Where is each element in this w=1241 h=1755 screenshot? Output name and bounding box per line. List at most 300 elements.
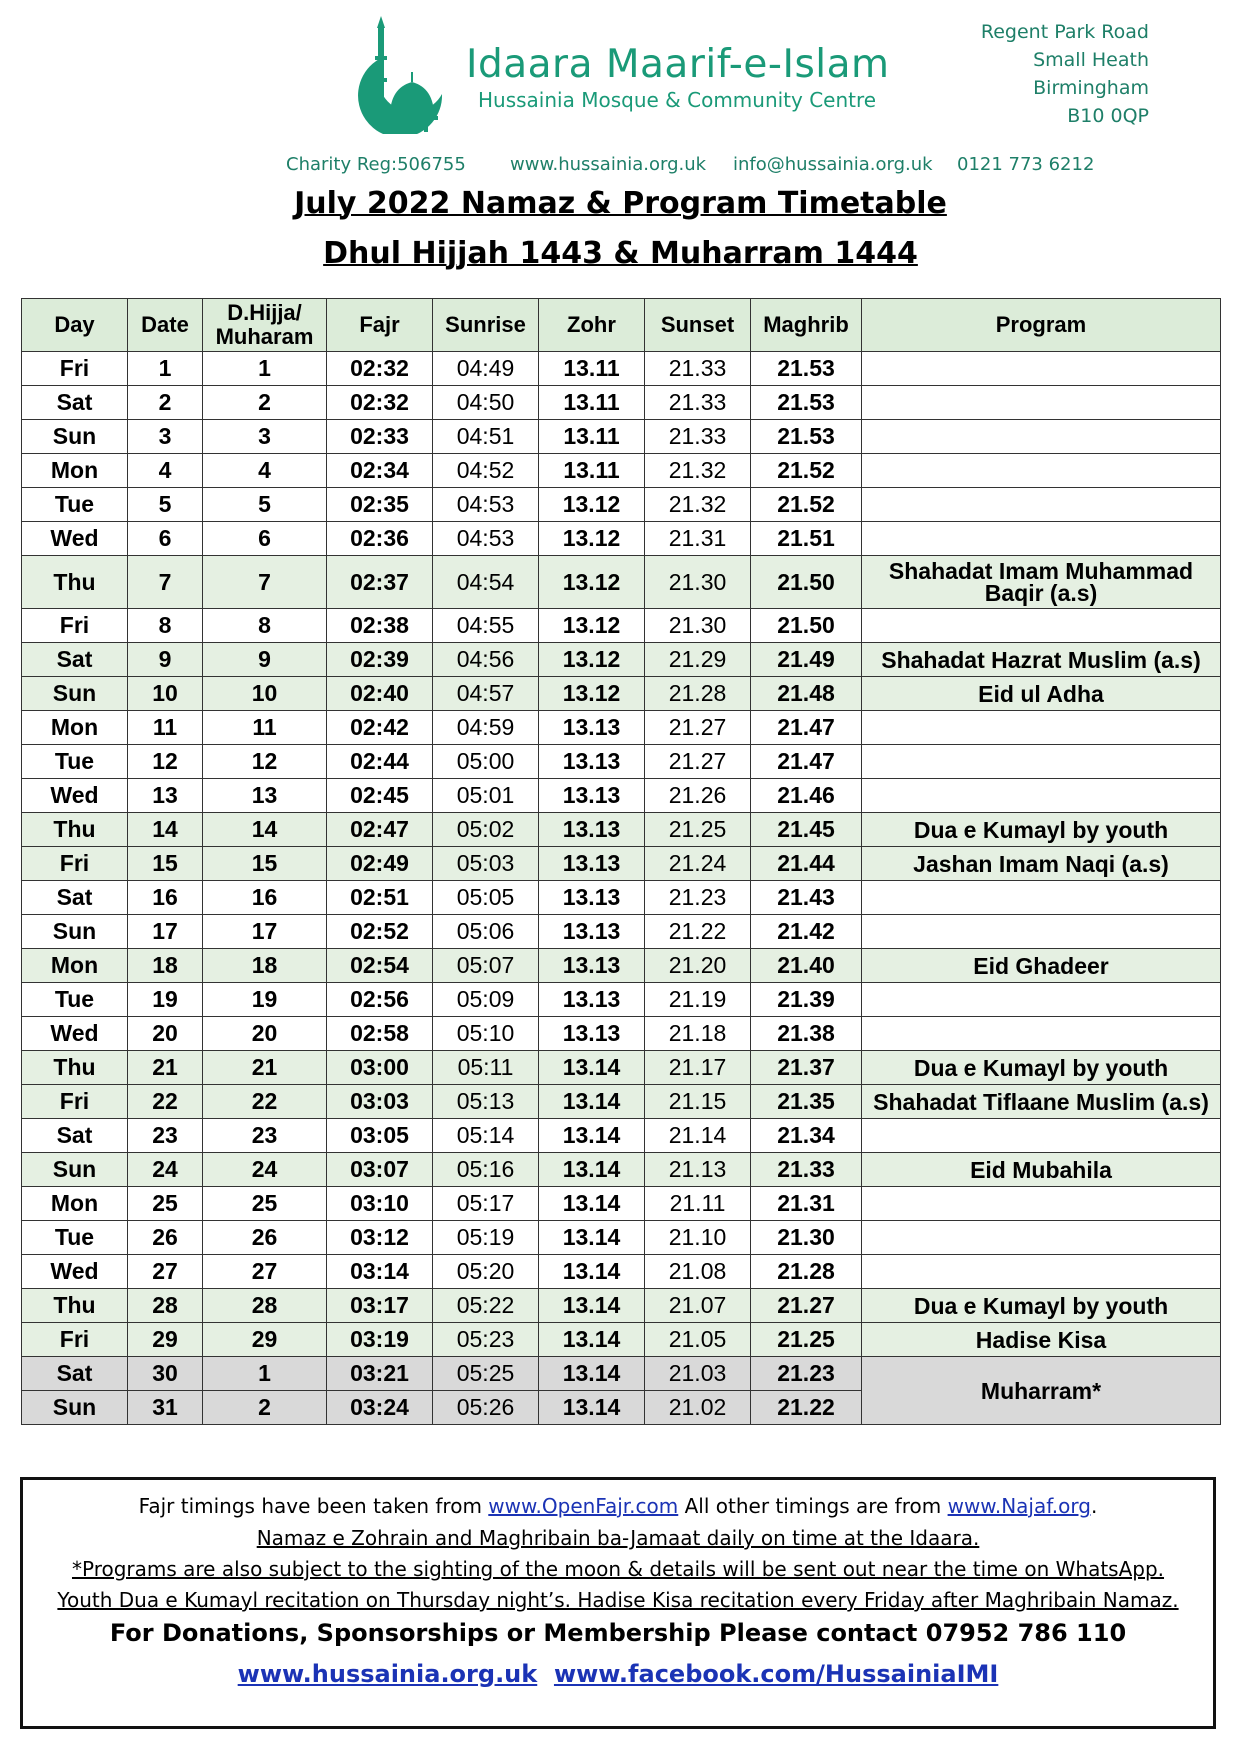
cell-sunset: 21.26 — [645, 779, 751, 813]
page-subtitle: Dhul Hijjah 1443 & Muharram 1444 — [323, 236, 918, 271]
table-row — [22, 711, 1221, 745]
cell-maghrib: 21.45 — [751, 813, 862, 847]
cell-fajr: 02:54 — [327, 949, 433, 983]
cell-sunrise: 05:09 — [433, 983, 539, 1017]
address-block — [981, 18, 1149, 130]
cell-program: Eid Ghadeer — [862, 949, 1221, 983]
cell-maghrib: 21.47 — [751, 745, 862, 779]
address-line: Regent Park Road — [980, 21, 1149, 43]
cell-maghrib: 21.35 — [751, 1085, 862, 1119]
cell-maghrib: 21.44 — [751, 847, 862, 881]
cell-day: Thu — [22, 556, 128, 609]
cell-hijri: 4 — [203, 454, 327, 488]
cell-program — [862, 881, 1221, 915]
cell-hijri: 25 — [203, 1187, 327, 1221]
cell-zohr: 13.14 — [539, 1255, 645, 1289]
cell-day: Tue — [22, 983, 128, 1017]
cell-hijri: 18 — [203, 949, 327, 983]
cell-fajr: 02:40 — [327, 677, 433, 711]
cell-sunset: 21.05 — [645, 1323, 751, 1357]
cell-hijri: 26 — [203, 1221, 327, 1255]
cell-date: 14 — [128, 813, 203, 847]
cell-sunset: 21.28 — [645, 677, 751, 711]
cell-sunset: 21.32 — [645, 488, 751, 522]
cell-maghrib: 21.34 — [751, 1119, 862, 1153]
cell-sunrise: 05:13 — [433, 1085, 539, 1119]
cell-program — [862, 1221, 1221, 1255]
cell-fajr: 03:05 — [327, 1119, 433, 1153]
cell-hijri: 29 — [203, 1323, 327, 1357]
cell-sunrise: 04:53 — [433, 488, 539, 522]
cell-date: 18 — [128, 949, 203, 983]
cell-hijri: 8 — [203, 609, 327, 643]
cell-zohr: 13.14 — [539, 1357, 645, 1391]
table-header-row — [22, 299, 1221, 352]
cell-sunrise: 04:54 — [433, 556, 539, 609]
cell-sunrise: 05:06 — [433, 915, 539, 949]
cell-maghrib: 21.50 — [751, 556, 862, 609]
cell-sunrise: 04:49 — [433, 352, 539, 386]
cell-program — [862, 915, 1221, 949]
cell-fajr: 02:32 — [327, 386, 433, 420]
cell-sunrise: 05:25 — [433, 1357, 539, 1391]
table-row — [22, 352, 1221, 386]
cell-hijri: 10 — [203, 677, 327, 711]
cell-hijri: 2 — [203, 386, 327, 420]
cell-zohr: 13.13 — [539, 983, 645, 1017]
cell-day: Thu — [22, 1289, 128, 1323]
cell-program — [862, 1187, 1221, 1221]
cell-hijri: 3 — [203, 420, 327, 454]
cell-sunset: 21.07 — [645, 1289, 751, 1323]
cell-program: Jashan Imam Naqi (a.s) — [862, 847, 1221, 881]
cell-day: Wed — [22, 522, 128, 556]
footer-text: Fajr timings have been taken from — [138, 1494, 489, 1518]
cell-sunset: 21.11 — [645, 1187, 751, 1221]
footer-moon-note: *Programs are also subject to the sighting of the moon & details will be sent out near the time on WhatsApp. — [71, 1557, 1165, 1581]
cell-sunset: 21.02 — [645, 1391, 751, 1425]
cell-program — [862, 352, 1221, 386]
cell-program — [862, 711, 1221, 745]
cell-program — [862, 609, 1221, 643]
cell-maghrib: 21.53 — [751, 386, 862, 420]
cell-fajr: 02:36 — [327, 522, 433, 556]
cell-day: Sat — [22, 386, 128, 420]
table-row — [22, 386, 1221, 420]
cell-program: Hadise Kisa — [862, 1323, 1221, 1357]
cell-fajr: 02:45 — [327, 779, 433, 813]
cell-zohr: 13.13 — [539, 949, 645, 983]
cell-hijri: 2 — [203, 1391, 327, 1425]
cell-hijri: 20 — [203, 1017, 327, 1051]
cell-zohr: 13.12 — [539, 677, 645, 711]
cell-sunset: 21.32 — [645, 454, 751, 488]
cell-sunrise: 05:10 — [433, 1017, 539, 1051]
cell-hijri: 9 — [203, 643, 327, 677]
cell-zohr: 13.13 — [539, 745, 645, 779]
cell-sunrise: 04:52 — [433, 454, 539, 488]
cell-date: 31 — [128, 1391, 203, 1425]
cell-date: 28 — [128, 1289, 203, 1323]
cell-zohr: 13.13 — [539, 881, 645, 915]
cell-sunrise: 05:26 — [433, 1391, 539, 1425]
cell-hijri: 14 — [203, 813, 327, 847]
cell-program: Shahadat Hazrat Muslim (a.s) — [862, 643, 1221, 677]
cell-day: Sun — [22, 915, 128, 949]
cell-date: 21 — [128, 1051, 203, 1085]
email-text[interactable]: info@hussainia.org.uk — [733, 154, 933, 175]
table-row — [22, 745, 1221, 779]
header-program: Program — [862, 299, 1221, 352]
cell-date: 11 — [128, 711, 203, 745]
cell-fajr: 02:34 — [327, 454, 433, 488]
cell-day: Sun — [22, 677, 128, 711]
footer-notes — [20, 1477, 1216, 1729]
cell-date: 30 — [128, 1357, 203, 1391]
cell-sunset: 21.33 — [645, 420, 751, 454]
cell-date: 29 — [128, 1323, 203, 1357]
cell-date: 16 — [128, 881, 203, 915]
timetable — [21, 298, 1221, 1425]
cell-day: Sat — [22, 1357, 128, 1391]
table-row — [22, 556, 1221, 609]
cell-day: Thu — [22, 1051, 128, 1085]
cell-date: 19 — [128, 983, 203, 1017]
cell-hijri: 16 — [203, 881, 327, 915]
table-row — [22, 488, 1221, 522]
cell-maghrib: 21.46 — [751, 779, 862, 813]
cell-fajr: 03:03 — [327, 1085, 433, 1119]
cell-fajr: 02:44 — [327, 745, 433, 779]
cell-zohr: 13.12 — [539, 643, 645, 677]
cell-day: Mon — [22, 1187, 128, 1221]
cell-sunset: 21.30 — [645, 609, 751, 643]
cell-day: Tue — [22, 488, 128, 522]
cell-date: 12 — [128, 745, 203, 779]
header-sunset: Sunset — [645, 299, 751, 352]
cell-program: Dua e Kumayl by youth — [862, 1289, 1221, 1323]
cell-maghrib: 21.37 — [751, 1051, 862, 1085]
cell-date: 23 — [128, 1119, 203, 1153]
cell-maghrib: 21.28 — [751, 1255, 862, 1289]
charity-registration: Charity Reg:506755 — [286, 154, 466, 175]
cell-zohr: 13.13 — [539, 915, 645, 949]
cell-zohr: 13.14 — [539, 1289, 645, 1323]
cell-sunrise: 05:07 — [433, 949, 539, 983]
cell-sunset: 21.33 — [645, 352, 751, 386]
cell-maghrib: 21.43 — [751, 881, 862, 915]
cell-zohr: 13.14 — [539, 1221, 645, 1255]
header-hijri-line1: D.Hijja/ — [227, 300, 302, 325]
table-row — [22, 1323, 1221, 1357]
cell-sunset: 21.27 — [645, 711, 751, 745]
cell-sunrise: 05:14 — [433, 1119, 539, 1153]
cell-zohr: 13.12 — [539, 556, 645, 609]
cell-sunrise: 05:01 — [433, 779, 539, 813]
cell-day: Wed — [22, 1255, 128, 1289]
cell-fajr: 02:35 — [327, 488, 433, 522]
cell-hijri: 21 — [203, 1051, 327, 1085]
cell-program: Muharram* — [862, 1357, 1221, 1425]
cell-maghrib: 21.27 — [751, 1289, 862, 1323]
cell-day: Fri — [22, 1085, 128, 1119]
cell-sunrise: 05:20 — [433, 1255, 539, 1289]
cell-sunset: 21.10 — [645, 1221, 751, 1255]
cell-zohr: 13.14 — [539, 1187, 645, 1221]
cell-date: 20 — [128, 1017, 203, 1051]
cell-hijri: 19 — [203, 983, 327, 1017]
cell-fajr: 02:49 — [327, 847, 433, 881]
cell-zohr: 13.13 — [539, 779, 645, 813]
cell-zohr: 13.14 — [539, 1051, 645, 1085]
cell-hijri: 27 — [203, 1255, 327, 1289]
header-zohr: Zohr — [539, 299, 645, 352]
header-date: Date — [128, 299, 203, 352]
cell-program: Eid Mubahila — [862, 1153, 1221, 1187]
cell-sunset: 21.24 — [645, 847, 751, 881]
cell-day: Fri — [22, 352, 128, 386]
cell-date: 26 — [128, 1221, 203, 1255]
cell-fajr: 03:19 — [327, 1323, 433, 1357]
facebook-link[interactable]: www.facebook.com/HussainiaIMI — [553, 1660, 999, 1688]
cell-maghrib: 21.23 — [751, 1357, 862, 1391]
cell-sunrise: 05:02 — [433, 813, 539, 847]
cell-maghrib: 21.31 — [751, 1187, 862, 1221]
cell-fajr: 02:42 — [327, 711, 433, 745]
cell-day: Fri — [22, 609, 128, 643]
cell-fajr: 03:10 — [327, 1187, 433, 1221]
cell-date: 15 — [128, 847, 203, 881]
cell-day: Sun — [22, 1391, 128, 1425]
table-row — [22, 1289, 1221, 1323]
table-row — [22, 847, 1221, 881]
cell-day: Fri — [22, 847, 128, 881]
cell-program: Shahadat Tiflaane Muslim (a.s) — [862, 1085, 1221, 1119]
cell-fajr: 02:33 — [327, 420, 433, 454]
website-text[interactable]: www.hussainia.org.uk — [510, 154, 707, 175]
cell-sunset: 21.33 — [645, 386, 751, 420]
cell-date: 9 — [128, 643, 203, 677]
cell-sunrise: 05:19 — [433, 1221, 539, 1255]
cell-fajr: 03:24 — [327, 1391, 433, 1425]
cell-program — [862, 1255, 1221, 1289]
table-row — [22, 1153, 1221, 1187]
cell-day: Mon — [22, 454, 128, 488]
cell-program — [862, 386, 1221, 420]
timetable-body — [22, 352, 1221, 1425]
cell-hijri: 15 — [203, 847, 327, 881]
mosque-logo — [356, 16, 444, 134]
cell-sunset: 21.03 — [645, 1357, 751, 1391]
cell-sunrise: 04:50 — [433, 386, 539, 420]
cell-zohr: 13.13 — [539, 1017, 645, 1051]
cell-date: 25 — [128, 1187, 203, 1221]
address-line: Small Heath — [1033, 49, 1149, 71]
cell-date: 22 — [128, 1085, 203, 1119]
cell-hijri: 22 — [203, 1085, 327, 1119]
cell-date: 8 — [128, 609, 203, 643]
cell-fajr: 03:17 — [327, 1289, 433, 1323]
cell-hijri: 1 — [203, 1357, 327, 1391]
footer-sources-line — [23, 1494, 1213, 1518]
cell-hijri: 17 — [203, 915, 327, 949]
cell-sunrise: 04:53 — [433, 522, 539, 556]
cell-sunset: 21.13 — [645, 1153, 751, 1187]
header-fajr: Fajr — [327, 299, 433, 352]
cell-fajr: 02:38 — [327, 609, 433, 643]
cell-maghrib: 21.39 — [751, 983, 862, 1017]
cell-sunrise: 05:03 — [433, 847, 539, 881]
cell-zohr: 13.11 — [539, 420, 645, 454]
table-row — [22, 1085, 1221, 1119]
table-row — [22, 779, 1221, 813]
footer-links — [23, 1660, 1213, 1688]
cell-sunrise: 05:00 — [433, 745, 539, 779]
cell-zohr: 13.13 — [539, 711, 645, 745]
cell-sunset: 21.23 — [645, 881, 751, 915]
cell-maghrib: 21.51 — [751, 522, 862, 556]
cell-fajr: 02:39 — [327, 643, 433, 677]
organization-name: Idaara Maarif-e-Islam — [466, 42, 890, 87]
table-row — [22, 813, 1221, 847]
table-row — [22, 522, 1221, 556]
cell-sunset: 21.25 — [645, 813, 751, 847]
cell-sunset: 21.19 — [645, 983, 751, 1017]
cell-program — [862, 1119, 1221, 1153]
cell-fajr: 02:47 — [327, 813, 433, 847]
address-line: B10 0QP — [1067, 105, 1149, 127]
cell-sunset: 21.30 — [645, 556, 751, 609]
cell-date: 10 — [128, 677, 203, 711]
table-row — [22, 1119, 1221, 1153]
cell-zohr: 13.11 — [539, 386, 645, 420]
cell-hijri: 24 — [203, 1153, 327, 1187]
cell-zohr: 13.14 — [539, 1323, 645, 1357]
cell-zohr: 13.12 — [539, 488, 645, 522]
cell-zohr: 13.11 — [539, 352, 645, 386]
cell-zohr: 13.12 — [539, 609, 645, 643]
cell-maghrib: 21.42 — [751, 915, 862, 949]
cell-sunrise: 04:55 — [433, 609, 539, 643]
cell-sunset: 21.31 — [645, 522, 751, 556]
cell-sunset: 21.17 — [645, 1051, 751, 1085]
table-row — [22, 915, 1221, 949]
cell-fajr: 03:21 — [327, 1357, 433, 1391]
cell-sunset: 21.14 — [645, 1119, 751, 1153]
cell-program — [862, 745, 1221, 779]
table-row — [22, 1221, 1221, 1255]
table-row — [22, 1255, 1221, 1289]
organization-subtitle: Hussainia Mosque & Community Centre — [478, 88, 877, 112]
cell-zohr: 13.12 — [539, 522, 645, 556]
cell-sunrise: 04:56 — [433, 643, 539, 677]
header-hijri — [203, 299, 327, 352]
cell-program: Shahadat Imam Muhammad Baqir (a.s) — [862, 556, 1221, 609]
footer-jamaat-note: Namaz e Zohrain and Maghribain ba-Jamaat daily on time at the Idaara. — [256, 1526, 980, 1550]
table-row — [22, 454, 1221, 488]
cell-hijri: 5 — [203, 488, 327, 522]
table-row — [22, 1187, 1221, 1221]
footer-recitation-note: Youth Dua e Kumayl recitation on Thursday night’s. Hadise Kisa recitation every Friday after Maghribain Namaz. — [57, 1588, 1179, 1612]
cell-program — [862, 454, 1221, 488]
table-row — [22, 1051, 1221, 1085]
cell-maghrib: 21.40 — [751, 949, 862, 983]
cell-date: 24 — [128, 1153, 203, 1187]
cell-maghrib: 21.22 — [751, 1391, 862, 1425]
cell-hijri: 11 — [203, 711, 327, 745]
cell-maghrib: 21.50 — [751, 609, 862, 643]
cell-day: Mon — [22, 949, 128, 983]
cell-fajr: 02:56 — [327, 983, 433, 1017]
table-row — [22, 1357, 1221, 1391]
openfajr-link[interactable]: www.OpenFajr.com — [488, 1494, 679, 1518]
cell-fajr: 02:51 — [327, 881, 433, 915]
cell-zohr: 13.11 — [539, 454, 645, 488]
cell-hijri: 13 — [203, 779, 327, 813]
cell-sunrise: 05:17 — [433, 1187, 539, 1221]
cell-sunset: 21.27 — [645, 745, 751, 779]
cell-day: Sat — [22, 1119, 128, 1153]
donation-contact: For Donations, Sponsorships or Membership Please contact 07952 786 110 — [109, 1619, 1127, 1647]
cell-fajr: 02:58 — [327, 1017, 433, 1051]
header-sunrise: Sunrise — [433, 299, 539, 352]
cell-day: Thu — [22, 813, 128, 847]
cell-sunset: 21.29 — [645, 643, 751, 677]
cell-date: 4 — [128, 454, 203, 488]
cell-fajr: 03:14 — [327, 1255, 433, 1289]
cell-sunrise: 05:23 — [433, 1323, 539, 1357]
page-title: July 2022 Namaz & Program Timetable — [294, 186, 947, 221]
cell-maghrib: 21.33 — [751, 1153, 862, 1187]
cell-maghrib: 21.38 — [751, 1017, 862, 1051]
footer-text: . — [1090, 1494, 1098, 1518]
cell-maghrib: 21.47 — [751, 711, 862, 745]
table-row — [22, 881, 1221, 915]
cell-date: 7 — [128, 556, 203, 609]
cell-maghrib: 21.49 — [751, 643, 862, 677]
cell-date: 1 — [128, 352, 203, 386]
najaf-link[interactable]: www.Najaf.org — [947, 1494, 1091, 1518]
cell-zohr: 13.14 — [539, 1391, 645, 1425]
cell-day: Wed — [22, 779, 128, 813]
cell-day: Fri — [22, 1323, 128, 1357]
cell-program — [862, 420, 1221, 454]
cell-day: Sun — [22, 1153, 128, 1187]
cell-fajr: 02:52 — [327, 915, 433, 949]
cell-program — [862, 522, 1221, 556]
cell-sunset: 21.20 — [645, 949, 751, 983]
cell-maghrib: 21.53 — [751, 352, 862, 386]
cell-sunrise: 05:11 — [433, 1051, 539, 1085]
cell-maghrib: 21.25 — [751, 1323, 862, 1357]
cell-date: 27 — [128, 1255, 203, 1289]
cell-fajr: 02:32 — [327, 352, 433, 386]
table-row — [22, 983, 1221, 1017]
cell-hijri: 23 — [203, 1119, 327, 1153]
cell-program: Dua e Kumayl by youth — [862, 813, 1221, 847]
hussainia-website-link[interactable]: www.hussainia.org.uk — [237, 1660, 538, 1688]
cell-program — [862, 1017, 1221, 1051]
cell-program — [862, 488, 1221, 522]
cell-date: 13 — [128, 779, 203, 813]
cell-program — [862, 983, 1221, 1017]
cell-fajr: 03:00 — [327, 1051, 433, 1085]
cell-fajr: 03:12 — [327, 1221, 433, 1255]
cell-day: Sat — [22, 881, 128, 915]
cell-maghrib: 21.52 — [751, 488, 862, 522]
cell-sunrise: 04:51 — [433, 420, 539, 454]
cell-sunset: 21.22 — [645, 915, 751, 949]
